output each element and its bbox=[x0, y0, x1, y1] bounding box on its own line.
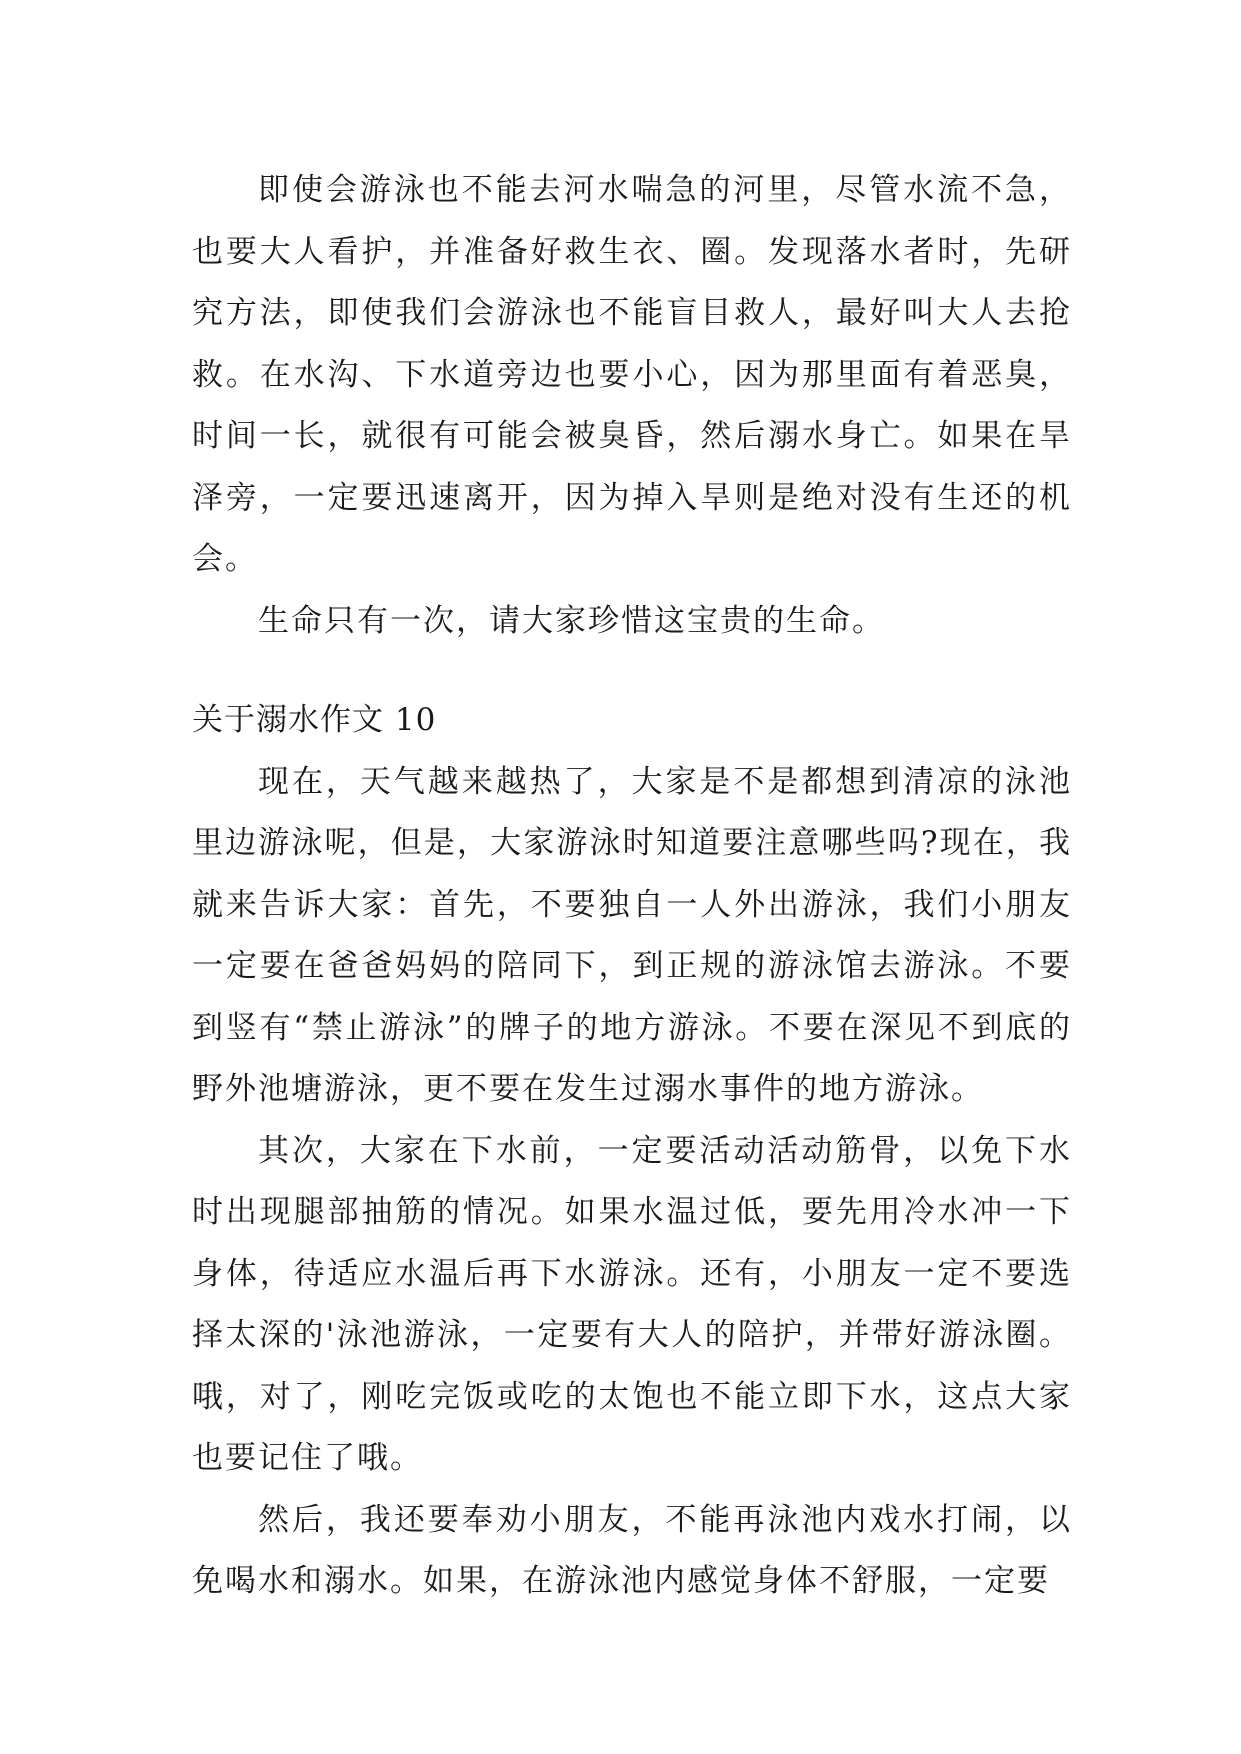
paragraph-intro: 现在，天气越来越热了，大家是不是都想到清凉的泳池里边游泳呢，但是，大家游泳时知道要注意哪些吗?现在，我就来告诉大家：首先，不要独自一人外出游泳，我们小朋友一定要在爸爸妈妈的陪同下，到正规的游泳馆去游泳。不要到竖有“禁止游泳”的牌子的地方游泳。不要在深见不到底的野外池塘游泳，更不要在发生过溺水事件的地方游泳。 bbox=[192, 763, 1072, 1107]
document-page bbox=[192, 160, 1072, 1613]
paragraph-cherish-life: 生命只有一次，请大家珍惜这宝贵的生命。 bbox=[258, 602, 885, 639]
section-gap bbox=[192, 652, 1072, 690]
section-title: 关于溺水作文 10 bbox=[192, 702, 437, 738]
paragraph-before-swimming: 其次，大家在下水前，一定要活动活动筋骨，以免下水时出现腿部抽筋的情况。如果水温过低，要先用冷水冲一下身体，待适应水温后再下水游泳。还有，小朋友一定不要选择太深的'泳池游泳，一定要有大人的陪护，并带好游泳圈。哦，对了，刚吃完饭或吃的太饱也不能立即下水，这点大家也要记住了哦。 bbox=[192, 1132, 1072, 1476]
paragraph-pool-safety: 然后，我还要奉劝小朋友，不能再泳池内戏水打闹，以免喝水和溺水。如果，在游泳池内感觉身体不舒服，一定要 bbox=[192, 1501, 1072, 1599]
paragraph-rescue-advice: 即使会游泳也不能去河水喘急的河里，尽管水流不急，也要大人看护，并准备好救生衣、圈。发现落水者时，先研究方法，即使我们会游泳也不能盲目救人，最好叫大人去抢救。在水沟、下水道旁边也要小心，因为那里面有着恶臭，时间一长，就很有可能会被臭昏，然后溺水身亡。如果在旱泽旁，一定要迅速离开，因为掉入旱则是绝对没有生还的机会。 bbox=[192, 172, 1072, 577]
